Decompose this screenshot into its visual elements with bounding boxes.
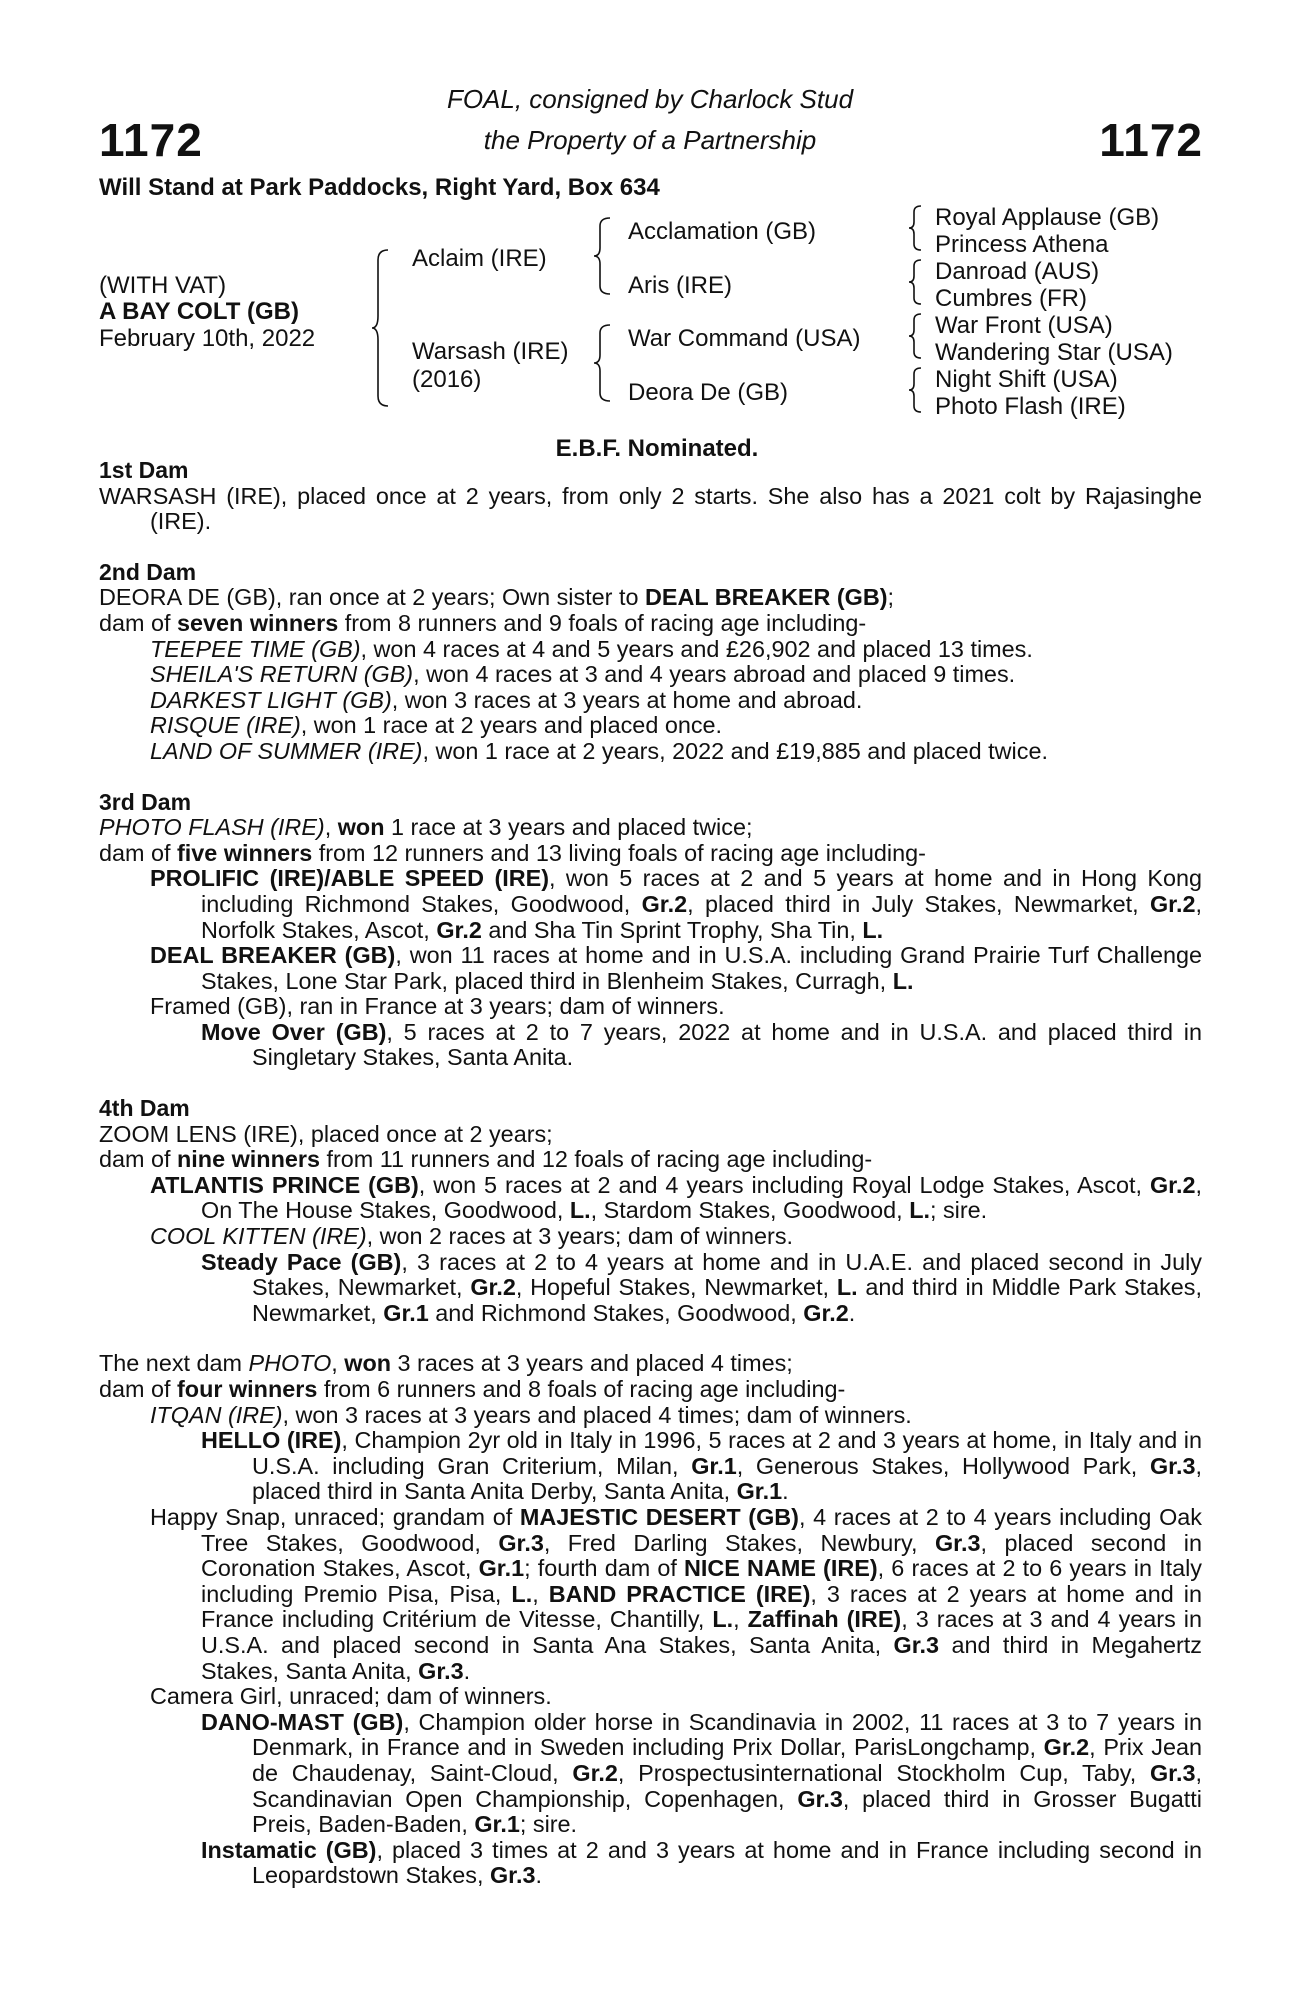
list-item: ATLANTIS PRINCE (GB), won 5 races at 2 and 4 years including Royal Lodge Stakes, Ascot, Gr.2, On The House Stakes, Goodwood, L., Stardom Stakes, Goodwood, L.; sire. — [150, 1171, 1202, 1224]
bracket-g2 — [908, 258, 924, 306]
list-item: LAND OF SUMMER (IRE), won 1 race at 2 years, 2022 and £19,885 and placed twice. — [150, 737, 1048, 764]
list-item: RISQUE (IRE), won 1 race at 2 years and placed once. — [150, 712, 723, 739]
list-item: Steady Pace (GB), 3 races at 2 to 4 years at home and in U.A.E. and placed second in July Stakes, Newmarket, Gr.2, Hopeful Stakes, Newmarket, L. and third in Middle Park Stakes, Newmarket, Gr.1 and Richmond Stakes, Goodwood, Gr.2. — [201, 1248, 1203, 1326]
dam4-line: ZOOM LENS (IRE), placed once at 2 years; — [99, 1120, 553, 1147]
subject-name: A BAY COLT (GB) — [99, 298, 300, 325]
section-heading-3rd-dam: 3rd Dam — [99, 788, 192, 815]
list-item: DANO-MAST (GB), Champion older horse in Scandinavia in 2002, 11 races at 3 to 7 years in Denmark, in France and in Sweden including Prix Dollar, ParisLongchamp, Gr.2, Prix Jean de Chaudenay, Saint-Cloud, Gr.2, Prospectusinternational Stockholm Cup, Taby, Gr.3, Scandinavian Open Championship, Copenhagen, Gr.3, placed third in Grosser Bugatti Preis, Baden-Baden, Gr.1; sire. — [201, 1708, 1202, 1838]
list-item: HELLO (IRE), Champion 2yr old in Italy in 1996, 5 races at 2 and 3 years at home, in Italy and in U.S.A. including Gran Criterium, Milan, Gr.1, Generous Stakes, Hollywood Park, Gr.3, placed third in Santa Anita Derby, Santa Anita, Gr.1. — [201, 1427, 1202, 1505]
pedigree-sire-dam: Aris (IRE) — [628, 272, 732, 299]
owner-line: the Property of a Partnership — [483, 125, 817, 155]
pedigree-g8: Photo Flash (IRE) — [935, 393, 1126, 420]
dam1-text: WARSASH (IRE), placed once at 2 years, from only 2 starts. She also has a 2021 colt by Rajasinghe (IRE). — [99, 482, 1202, 535]
dam4-produce: dam of nine winners from 11 runners and 12 foals of racing age including- — [99, 1146, 873, 1173]
list-item: Instamatic (GB), placed 3 times at 2 and 3 years at home and in France including second in Leopardstown Stakes, Gr.3. — [201, 1836, 1202, 1889]
pedigree-g5: War Front (USA) — [935, 312, 1113, 339]
list-item: SHEILA'S RETURN (GB), won 4 races at 3 and 4 years abroad and placed 9 times. — [150, 661, 1016, 688]
list-item: DEAL BREAKER (GB), won 11 races at home and in U.S.A. including Grand Prairie Turf Challenge Stakes, Lone Star Park, placed third in Blenheim Stakes, Curragh, L. — [150, 942, 1202, 994]
next-dam-produce: dam of four winners from 6 runners and 8 foals of racing age including- — [99, 1376, 846, 1402]
section-heading-1st-dam: 1st Dam — [99, 457, 189, 483]
dam2-produce: dam of seven winners from 8 runners and 9 foals of racing age including- — [99, 609, 867, 636]
lot-number-left: 1172 — [99, 114, 203, 166]
pedigree-g3: Danroad (AUS) — [935, 258, 1100, 285]
bracket-sire-dam — [372, 248, 392, 408]
subject-dob: February 10th, 2022 — [99, 325, 316, 352]
dam3-produce: dam of five winners from 12 runners and 13 living foals of racing age including- — [99, 839, 926, 866]
next-dam-line: The next dam PHOTO, won 3 races at 3 years and placed 4 times; — [99, 1350, 793, 1377]
pedigree-sire-sire: Acclamation (GB) — [628, 218, 817, 245]
list-item: COOL KITTEN (IRE), won 2 races at 3 years; dam of winners. — [150, 1223, 794, 1250]
pedigree-g6: Wandering Star (USA) — [935, 339, 1173, 366]
list-item: Camera Girl, unraced; dam of winners. — [150, 1683, 552, 1710]
pedigree-dam-sire: War Command (USA) — [628, 325, 861, 352]
dam2-line: DEORA DE (GB), ran once at 2 years; Own sister to DEAL BREAKER (GB); — [99, 584, 895, 611]
pedigree-g2: Princess Athena — [935, 231, 1109, 258]
consignor-line: FOAL, consigned by Charlock Stud — [446, 84, 854, 114]
pedigree-g4: Cumbres (FR) — [935, 285, 1088, 312]
bracket-dam-line — [594, 323, 614, 403]
list-item: ITQAN (IRE), won 3 races at 3 years and placed 4 times; dam of winners. — [150, 1401, 912, 1428]
bracket-g4 — [908, 366, 924, 414]
list-item: PROLIFIC (IRE)/ABLE SPEED (IRE), won 5 races at 2 and 5 years at home and in Hong Kong including Richmond Stakes, Goodwood, Gr.2, placed third in July Stakes, Newmarket, Gr.2, Norfolk Stakes, Ascot, Gr.2 and Sha Tin Sprint Trophy, Sha Tin, L. — [150, 865, 1202, 943]
pedigree-dam: Warsash (IRE) — [412, 338, 569, 365]
section-heading-2nd-dam: 2nd Dam — [99, 558, 197, 585]
pedigree-sire: Aclaim (IRE) — [412, 245, 547, 272]
pedigree-dam-dam: Deora De (GB) — [628, 379, 789, 406]
bracket-g1 — [908, 204, 924, 252]
list-item: TEEPEE TIME (GB), won 4 races at 4 and 5 years and £26,902 and placed 13 times. — [150, 635, 1033, 662]
list-item: Move Over (GB), 5 races at 2 to 7 years, 2022 at home and in U.S.A. and placed third in Singletary Stakes, Santa Anita. — [201, 1018, 1202, 1071]
pedigree-g7: Night Shift (USA) — [935, 366, 1118, 393]
pedigree-dam-year: (2016) — [412, 366, 482, 393]
list-item: DARKEST LIGHT (GB), won 3 races at 3 years at home and abroad. — [150, 686, 863, 713]
dam3-line: PHOTO FLASH (IRE), won 1 race at 3 years and placed twice; — [99, 814, 753, 841]
bracket-g3 — [908, 312, 924, 360]
pedigree-g1: Royal Applause (GB) — [935, 204, 1160, 231]
list-item: Framed (GB), ran in France at 3 years; dam of winners. — [150, 993, 725, 1020]
list-item: Happy Snap, unraced; grandam of MAJESTIC DESERT (GB), 4 races at 2 to 4 years including Oak Tree Stakes, Goodwood, Gr.3, Fred Darling Stakes, Newbury, Gr.3, placed second in Coronation Stakes, Ascot, Gr.1; fourth dam of NICE NAME (IRE), 6 races at 2 to 6 years in Italy including Premio Pisa, Pisa, L., BAND PRACTICE (IRE), 3 races at 2 years at home and in France including Critérium de Vitesse, Chantilly, L., Zaffinah (IRE), 3 races at 3 and 4 years in U.S.A. and placed second in Santa Ana Stakes, Santa Anita, Gr.3 and third in Megahertz Stakes, Santa Anita, Gr.3. — [150, 1503, 1202, 1684]
stand-location: Will Stand at Park Paddocks, Right Yard, Box 634 — [99, 174, 660, 201]
catalogue-body — [99, 458, 1202, 1889]
bracket-sire-line — [594, 216, 614, 296]
lot-number-right: 1172 — [1099, 114, 1203, 166]
vat-note: (WITH VAT) — [99, 272, 227, 299]
section-heading-4th-dam: 4th Dam — [99, 1095, 190, 1122]
ebf-nomination: E.B.F. Nominated. — [555, 435, 759, 462]
